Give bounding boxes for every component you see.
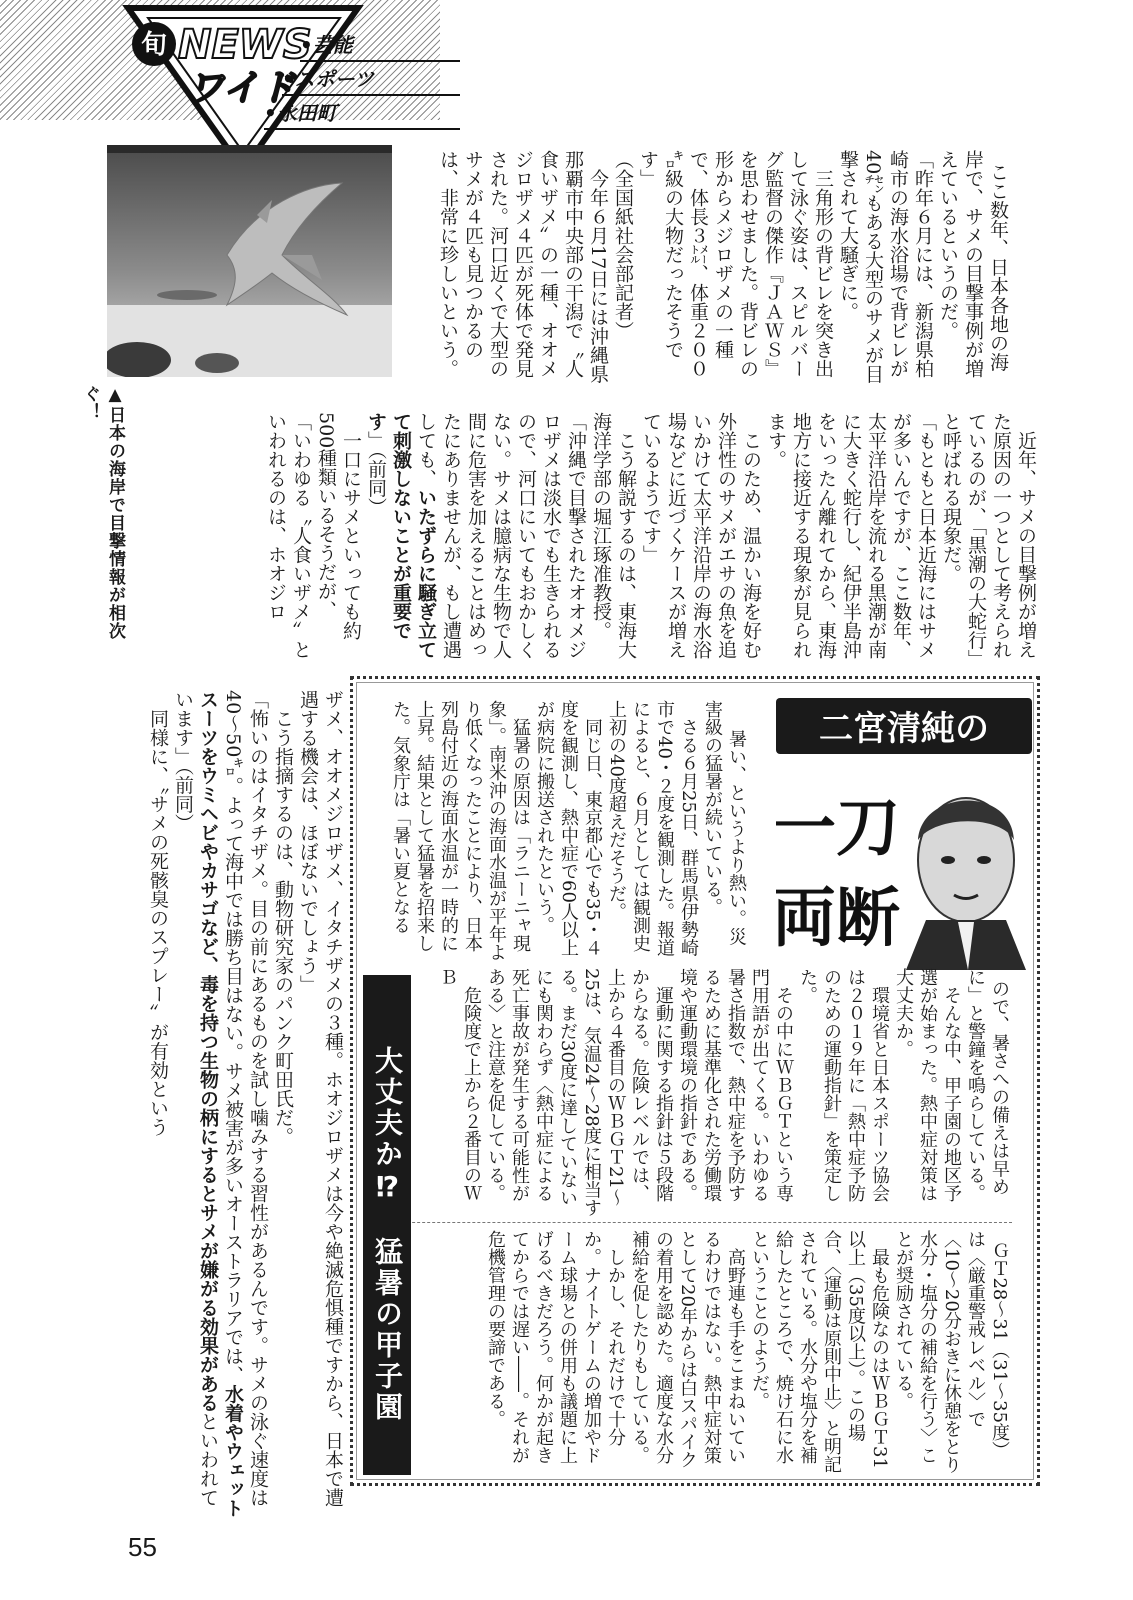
wide-logo-text: ワイド bbox=[188, 68, 295, 109]
column-divider bbox=[372, 1222, 1012, 1223]
header-blank-area bbox=[440, 0, 1133, 140]
column-text-1 bbox=[372, 700, 772, 962]
category-list bbox=[264, 30, 460, 132]
article-lower-bold: 水着やウェットスーツをウミヘビやカサゴなど、毒を持つ生物の柄にするとサメが嫌がる効果がある bbox=[197, 690, 244, 1518]
category-nagatacho: •永田町 bbox=[264, 98, 460, 130]
article-body-text-a-end: 」（前同） 一口にサメといっても約500種類いるそうだが、 「いわゆる〝人食いザメ〟といわれるのは、ホオジロ bbox=[265, 412, 387, 659]
article-lower-text: ザメ、オオメジロザメ、イタチザメの３種。ホオジロザメは今や絶滅危惧種ですから、日本で遭遇する機会は、ほぼないでしょう」 こう指摘するのは、動物研究家のパンク町田氏だ。 「怖いのはイタチザメ。目の前にあるものを試し噛みする習性があるんです。サメの泳ぐ速度は40〜50㌔。よって海中では勝ち目はない。サメ被害が多いオーストラリアでは、 bbox=[222, 690, 344, 1507]
column-text-3-body: ＧＴ28〜31（31〜35度）は〈厳重警戒レベル〉で〈10〜20分おきに休憩をとり水分・塩分の補給を行う〉ことが奨励されている。 最も危険なのはＷＢＧＴ31以上（35度以上）。この場合、〈運動は原則中止〉と明記されている。水分や塩分を補給したところで、焼け石に水ということのようだ。 高野連も手をこまねいているわけではない。熱中症対策として20年からは白スパイクの着用を認めた。適度な水分補給を促したりもしている。 しかし、それだけで十分か。ナイトゲームの増加やドーム球場との併用も議題に上げるべきだろう。何かが起きてからでは遅い――。それが危機管理の要諦である。 bbox=[485, 1230, 1010, 1474]
category-sports: •スポーツ bbox=[282, 64, 460, 96]
news-logo-text: NEWS bbox=[178, 22, 312, 68]
banner-title-line2: 両断 bbox=[776, 882, 900, 956]
article-lower-column bbox=[120, 690, 345, 1520]
columnist-portrait bbox=[906, 798, 1026, 970]
shun-logo-text: 旬 bbox=[140, 30, 168, 60]
article-lower-text-end: といわれています」（前同） 同様に、〝サメの死骸臭のスプレー〟が有効という bbox=[147, 690, 219, 1507]
column-text-3 bbox=[425, 1230, 1035, 1475]
article-body-column bbox=[108, 412, 1038, 664]
banner-name-text: 二宮清純の bbox=[819, 709, 989, 749]
article-body-bold-a: いたずらに騒ぎ立てて刺激しないことが重要です bbox=[365, 412, 437, 659]
banner-title-line1: 一刀 bbox=[776, 792, 900, 866]
column-text-1-body: 暑い、というより熱い。災害級の猛暑が続いている。 さる６月25日、群馬県伊勢崎市で40・２度を観測した。報道によると、６月としては観測史上初の40度超えだそうだ。 同じ日、東京都心でも35・４度を観測し、熱中症で60人以上が病院に搬送されたという。 猛暑の原因は「ラニーニャ現象」。南米沖の海面水温が平年より低くなったことにより、日本列島付近の海面水温が一時的に上昇。結果として猛暑を招来した。気象庁は「暑い夏となる bbox=[390, 700, 747, 961]
page-number: 55 bbox=[128, 1532, 157, 1562]
column-side-title: 大丈夫か⁉ 猛暑の甲子園 bbox=[363, 975, 411, 1475]
column-text-2-body: ので、暑さへの備えは早めに」と警鐘を鳴らしている。 そんな中、甲子園の地区予選が始まった。熱中症対策は大丈夫か。 環境省と日本スポーツ協会は２０１９年に「熱中症予防のための運動指針」を策定した。 その中にＷＢＧＴという専門用語が出てくる。いわゆる暑さ指数で、熱中症を予防するために基準化された労働環境や運動環境の指針である。 運動に関する指針は５段階からなる。危険レベルでは、上から４番目のＷＢＧＴ21〜25は、気温24〜28度に相当する。まだ30度に達していないにも関わらず〈熱中症による死亡事故が発生する可能性がある〉と注意を促している。 危険度で上から２番目のＷＢ bbox=[437, 968, 1010, 1217]
category-geinou: •芸能 bbox=[300, 30, 460, 62]
article-intro-column bbox=[400, 150, 1035, 390]
column-text-2 bbox=[425, 968, 1035, 1218]
column-banner bbox=[776, 690, 1032, 970]
photo-caption: ▲日本の海岸で目撃情報が相次ぐ！ bbox=[80, 385, 125, 640]
article-intro-text: ここ数年、日本各地の海岸で、サメの目撃事例が増えているというのだ。 「昨年６月には、新潟県柏崎市の海水浴場で背ビレが40㌢もある大型のサメが目撃されて大騒ぎに。 三角形の背ビレを突き出して泳ぐ姿は、スピルバーグ監督の傑作『ＪＡＷＳ』を思わせました。背ビレの形からメジロザメの一種で、体長３㍍、体重２００㌔級の大物だったそうです」 （全国紙社会部記者） 今年６月17日には沖縄県那覇市中央部の干潟で〝人食いザメ〟の一種、オオメジロザメ４匹が死体で発見された。河口近くで大型のサメが４匹も見つかるのは、非常に珍しいという。 bbox=[437, 150, 1009, 384]
shark-photo bbox=[107, 145, 392, 377]
article-body-text-a: 近年、サメの目撃例が増えた原因の一つとして考えられているのが、「黒潮の大蛇行」と呼ばれる現象だ。 「もともと日本近海にはサメが多いんですが、ここ数年、太平洋沿岸を流れる黒潮が南に大きく蛇行し、紀伊半島沖をいったん離れてから、東海地方に接近する現象が見られます。 このため、温かい海を好む外洋性のサメがエサの魚を追いかけて太平洋沿岸の海水浴場などに近づくケースが増えているようです」 こう解説するのは、東海大海洋学部の堀江琢准教授。 「沖縄で目撃されたオオメジロザメは淡水でも生きられるので、河口にいてもおかしくない。サメは臆病な生物で人間に危害を加えることはめったにありませんが、もし遭遇しても、 bbox=[415, 412, 1037, 659]
